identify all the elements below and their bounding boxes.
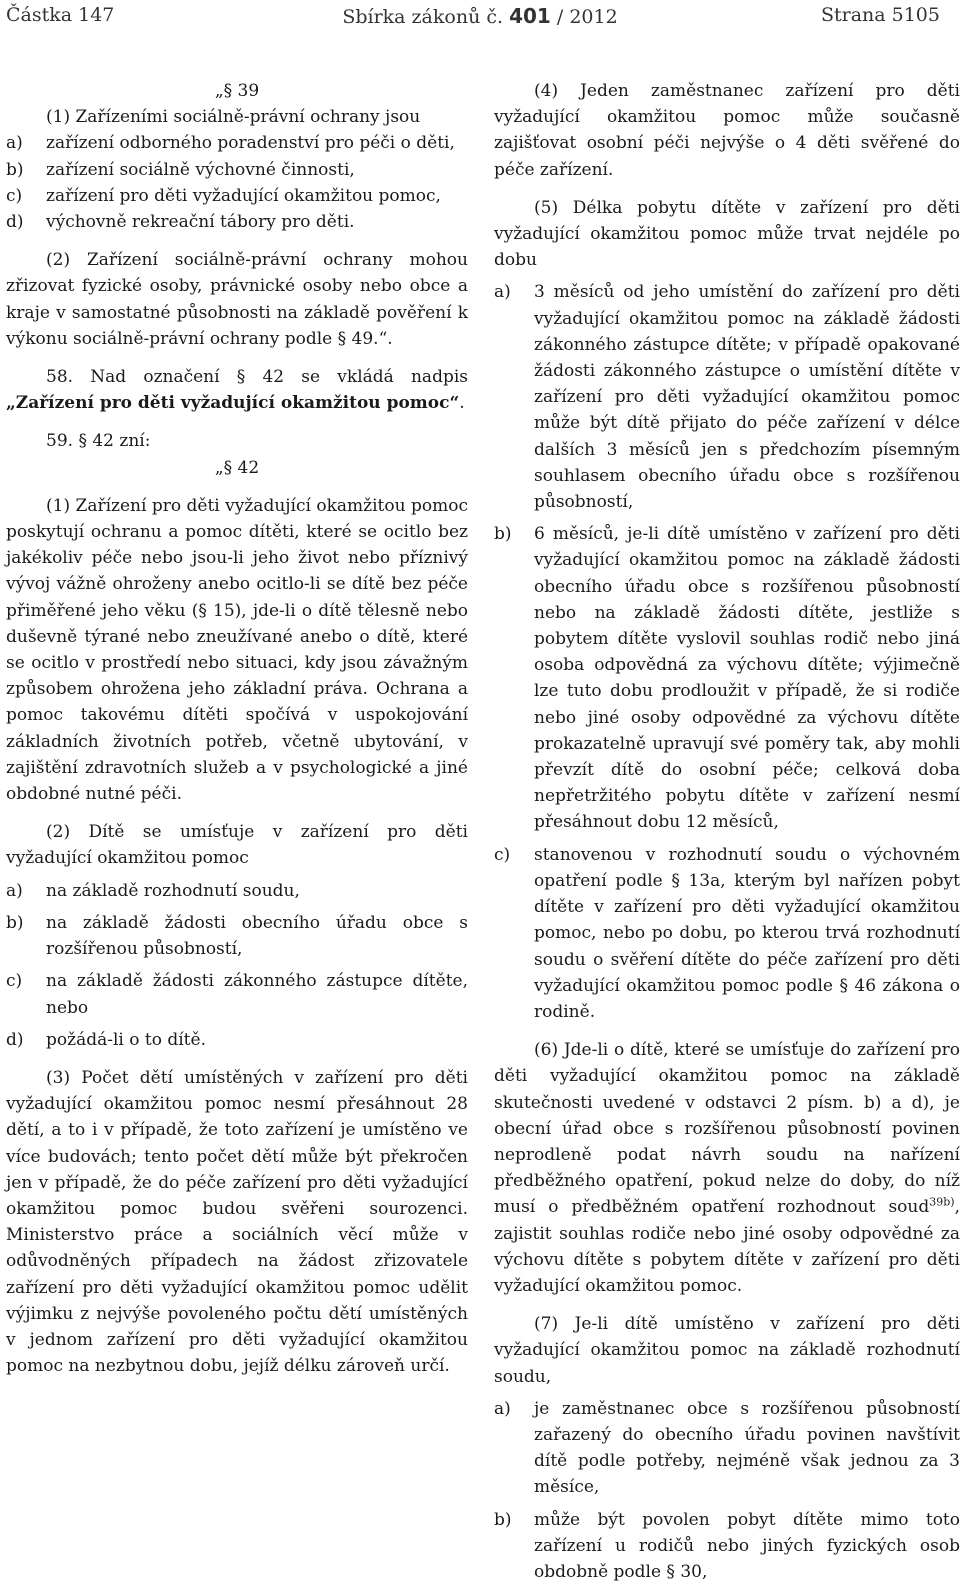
list-item: c) stanovenou v rozhodnutí soudu o výchovném opatření podle § 13a, kterým byl nařízen pobyt dítěte v zařízení pro děti vyžadující okamžitou pomoc, nebo po dobu, po kterou trvá rozhodnutí soudu o svěření dítěte do péče zařízení pro děti vyžadující okamžitou pomoc podle § 46 zákona o rodině.	[494, 844, 960, 1022]
section-42-paragraph-3: (3) Počet dětí umístěných v zařízení pro děti vyžadující okamžitou pomoc nesmí přesáhnout 28 dětí, a to i v případě, že toto zařízení je umístěno ve více budovách; tento počet dětí může být překročen jen v případě, že do péče zařízení pro děti vyžadující okamžitou pomoc budou svěřeni sourozenci. Ministerstvo práce a sociálních věcí může v odůvodněných případech na žádost zřizovatele zařízení pro děti vyžadující okamžitou pomoc udělit výjimku z nejvýše povoleného počtu dětí umístěných v jednom zařízení pro děti vyžadující okamžitou pomoc na nezbytnou dobu, jejíž délku zároveň určí.	[6, 1067, 468, 1377]
section-39-paragraph-2: (2) Zařízení sociálně-právní ochrany mohou zřizovat fyzické osoby, právnické osoby nebo obce a kraje v samostatné působnosti na základě pověření k výkonu sociálně-právní ochrany podle § 49.“.	[6, 250, 468, 349]
section-42-paragraph-5: (5) Délka pobytu dítěte v zařízení pro děti vyžadující okamžitou pomoc může trvat nejdéle po dobu	[494, 197, 960, 271]
point-58: 58. Nad označení § 42 se vkládá nadpis „Zařízení pro děti vyžadující okamžitou pomoc“.	[6, 367, 468, 414]
section-42-paragraph-6: (6) Jde-li o dítě, které se umísťuje do zařízení pro děti vyžadující okamžitou pomoc na základě skutečnosti uvedené v odstavci 2 písm. b) a d), je obecní úřad obce s rozšířenou působností povinen neprodleně podat návrh soudu na nařízení předběžného opatření, pokud nelze do doby, do níž musí o předběžném opatření rozhodnout soud$^{39b)}$, zajistit souhlas rodiče nebo jiné osoby odpovědné za výchovu dítěte s pobytem dítěte v zařízení pro děti vyžadující okamžitou pomoc.	[494, 1040, 960, 1296]
list-item: c) na základě žádosti zákonného zástupce dítěte, nebo	[6, 971, 468, 1018]
list-item: a) zařízení odborného poradenství pro péči o děti,	[6, 133, 455, 154]
law-number: 401	[509, 4, 551, 28]
section-42-paragraph-5-list	[494, 279, 960, 1025]
list-item: b) může být povolen pobyt dítěte mimo toto zařízení u rodičů nebo jiných fyzických osob obdobně podle § 30,	[494, 1509, 960, 1582]
right-column	[494, 78, 960, 1585]
section-39-paragraph-1: (1) Zařízeními sociálně-právní ochrany jsou	[46, 107, 421, 128]
footnote-reference: 39b)	[929, 1195, 955, 1209]
section-42-paragraph-7-list	[494, 1396, 960, 1585]
collection-title	[0, 4, 960, 28]
collection-year: / 2012	[556, 6, 618, 28]
section-42-paragraph-4: (4) Jeden zaměstnanec zařízení pro děti vyžadující okamžitou pomoc může současně zajišťovat osobní péči nejvýše o 4 děti svěřené do péče zařízení.	[494, 81, 960, 180]
list-item: c) zařízení pro děti vyžadující okamžitou pomoc,	[6, 185, 441, 206]
list-item: a) 3 měsíců od jeho umístění do zařízení pro děti vyžadující okamžitou pomoc na základě žádosti zákonného zástupce dítěte; v případě opakované žádosti zákonného zástupce o umístění dítěte v zařízení pro děti vyžadující okamžitou pomoc může být dítě přijato do péče zařízení v délce dalších 3 měsíců jen s předchozím písemným souhlasem obecního úřadu obce s rozšířenou působností,	[494, 282, 960, 513]
page-header	[0, 0, 960, 34]
list-item: d) výchovně rekreační tábory pro děti.	[6, 212, 355, 233]
list-item: b) na základě žádosti obecního úřadu obce s rozšířenou působností,	[6, 912, 468, 960]
section-39-title: „§ 39	[214, 81, 260, 101]
inserted-heading: „Zařízení pro děti vyžadující okamžitou pomoc“	[6, 393, 460, 414]
section-42-title: „§ 42	[214, 457, 260, 478]
list-item: b) zařízení sociálně výchovné činnosti,	[6, 159, 355, 180]
issue-number: Částka 147	[6, 4, 115, 26]
section-42-paragraph-2: (2) Dítě se umísťuje v zařízení pro děti vyžadující okamžitou pomoc	[6, 822, 468, 869]
left-column	[6, 78, 468, 1379]
section-42-paragraph-7: (7) Je-li dítě umístěno v zařízení pro děti vyžadující okamžitou pomoc na základě rozhodnutí soudu,	[494, 1314, 960, 1387]
section-42-paragraph-2-list	[6, 878, 468, 1053]
section-39-list	[6, 130, 468, 235]
list-item: d) požádá-li o to dítě.	[6, 1029, 206, 1050]
collection-prefix: Sbírka zákonů č.	[342, 6, 504, 28]
list-item: a) na základě rozhodnutí soudu,	[6, 880, 300, 901]
point-59: 59. § 42 zní:	[46, 431, 151, 452]
list-item: a) je zaměstnanec obce s rozšířenou působností zařazený do obecního úřadu povinen navštívit dítě podle potřeby, nejméně však jednou za 3 měsíce,	[494, 1398, 960, 1498]
section-42-paragraph-1: (1) Zařízení pro děti vyžadující okamžitou pomoc poskytují ochranu a pomoc dítěti, které se ocitlo bez jakékoliv péče nebo jsou-li jeho život nebo příznivý vývoj vážně ohroženy anebo ocitlo-li se dítě bez péče přiměřené jeho věku (§ 15), jde-li o dítě tělesně nebo duševně týrané nebo zneužívané anebo o dítě, které se ocitlo v prostředí nebo situaci, kdy jsou závažným způsobem ohrožena jeho základní práva. Ochrana a pomoc takovému dítěti spočívá v uspokojování základních životních potřeb, včetně ubytování, v zajištění zdravotních služeb a v psychologické a jiné obdobné nutné péči.	[6, 495, 468, 805]
list-item: b) 6 měsíců, je-li dítě umístěno v zařízení pro děti vyžadující okamžitou pomoc na základě žádosti obecního úřadu obce s rozšířenou působností nebo na základě žádosti dítěte, jestliže s pobytem dítěte vyslovil souhlas rodič nebo jiná osoba odpovědná za výchovu dítěte; výjimečně lze tuto dobu prodloužit v případě, že si rodiče nebo jiné osoby odpovědné za výchovu dítěte prokazatelně upravují své poměry tak, aby mohli převzít dítě do osobní péče; celková doba nepřetržitého pobytu dítěte v zařízení nesmí přesáhnout dobu 12 měsíců,	[494, 524, 960, 833]
page-number: Strana 5105	[820, 4, 940, 26]
